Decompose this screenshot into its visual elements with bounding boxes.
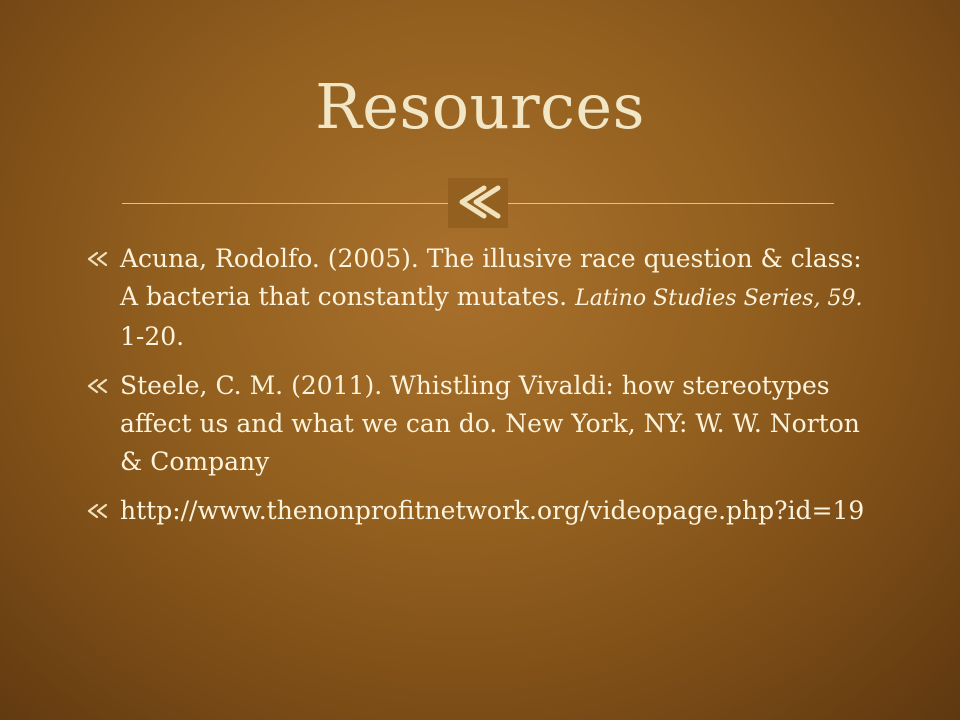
reference-list (86, 240, 876, 541)
slide-title: Resources (315, 70, 645, 143)
reference-journal: Latino Studies Series, 59. (575, 286, 863, 311)
double-flourish-bullet-icon (86, 503, 112, 519)
reference-text: Steele, C. M. (2011). Whistling Vivaldi: how stereotypes affect us and what we can do. New York, NY: W. W. Norton & Company (120, 371, 860, 476)
reference-item (86, 367, 876, 481)
reference-pages: 1-20. (120, 322, 185, 351)
double-flourish-icon (448, 178, 508, 228)
reference-item (86, 492, 876, 530)
reference-text: Acuna, Rodolfo. (2005). The illusive race question & class: A bacteria that constantly mutates. (120, 244, 862, 311)
double-flourish-bullet-icon (86, 378, 112, 394)
double-flourish-bullet-icon (86, 251, 112, 267)
reference-item (86, 240, 876, 356)
reference-link[interactable]: http://www.thenonprofitnetwork.org/videopage.php?id=19 (120, 496, 865, 525)
